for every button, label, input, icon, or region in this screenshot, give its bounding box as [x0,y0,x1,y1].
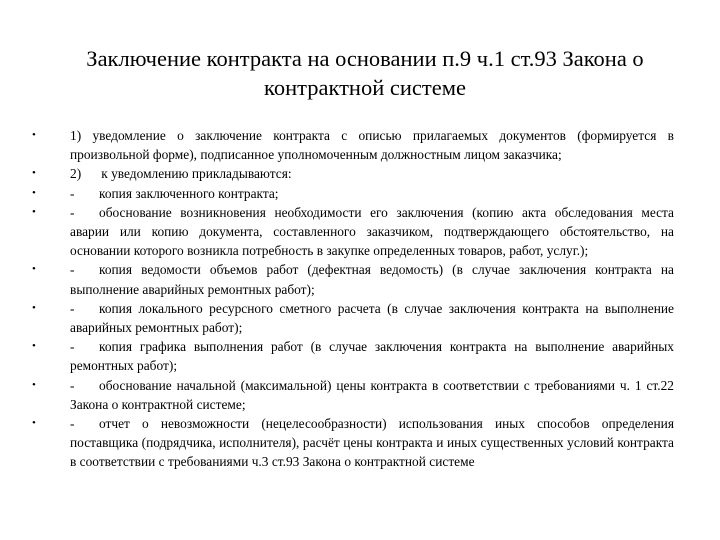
bullet-icon: • [32,263,36,276]
bullet-icon: • [32,167,36,180]
list-item [32,414,674,472]
list-item [32,299,674,337]
bullet-icon: • [32,186,36,199]
slide-title: Заключение контракта на основании п.9 ч.1 ст.93 Закона о контрактной системе [86,46,644,100]
item-text: к уведомлению прикладываются: [101,166,292,182]
item-text: копия локального ресурсного сметного расчета (в случае заключения контракта на выполнение аварийных ремонтных работ); [70,300,674,336]
item-text: копия заключенного контракта; [99,185,279,201]
bullet-icon: • [32,378,36,391]
item-prefix: - [70,416,75,432]
item-prefix: - [70,300,75,316]
list-item [32,126,674,164]
list-item [32,337,674,375]
item-text: уведомление о заключение контракта с описью прилагаемых документов (формируется в произвольной форме), подписанное уполномоченным должностным лицом заказчика; [70,128,674,163]
item-text: обоснование возникновения необходимости его заключения (копию акта обследования места аварии или копию документа, составленного заказчиком, подтверждающего обстоятельство, на основании которого возникла потребность в закупке определенных товаров, работ, услуг.); [70,204,674,259]
list-item [32,376,674,414]
item-text: копия графика выполнения работ (в случае заключения контракта на выполнение аварийных ремонтных работ); [70,339,674,374]
bullet-icon: • [32,417,36,430]
content-list [32,126,674,472]
item-prefix: - [70,339,75,355]
list-item [32,164,674,183]
item-prefix: - [70,377,75,393]
list-item [32,260,674,298]
item-prefix: 1) [70,128,82,143]
bullet-icon: • [32,205,36,218]
item-prefix: 2) [70,166,82,182]
list-item [32,203,674,261]
bullet-icon: • [32,301,36,314]
item-prefix: - [70,185,75,201]
item-text: копия ведомости объемов работ (дефектная ведомость) (в случае заключения контракта на выполнение аварийных ремонтных работ); [70,262,674,297]
bullet-icon: • [32,129,36,141]
item-text: отчет о невозможности (нецелесообразности) использования иных способов определения поставщика (подрядчика, исполнителя), расчёт цены контракта и иных существенных условий контракта в соответствии с требованиями ч.3 ст.93 Закона о контрактной системе [70,416,674,470]
item-prefix: - [70,204,75,220]
list-item [32,184,674,203]
item-prefix: - [70,262,75,278]
bullet-icon: • [32,340,36,353]
item-text: обоснование начальной (максимальной) цены контракта в соответствии с требованиями ч. 1 ст.22 Закона о контрактной системе; [70,377,674,412]
